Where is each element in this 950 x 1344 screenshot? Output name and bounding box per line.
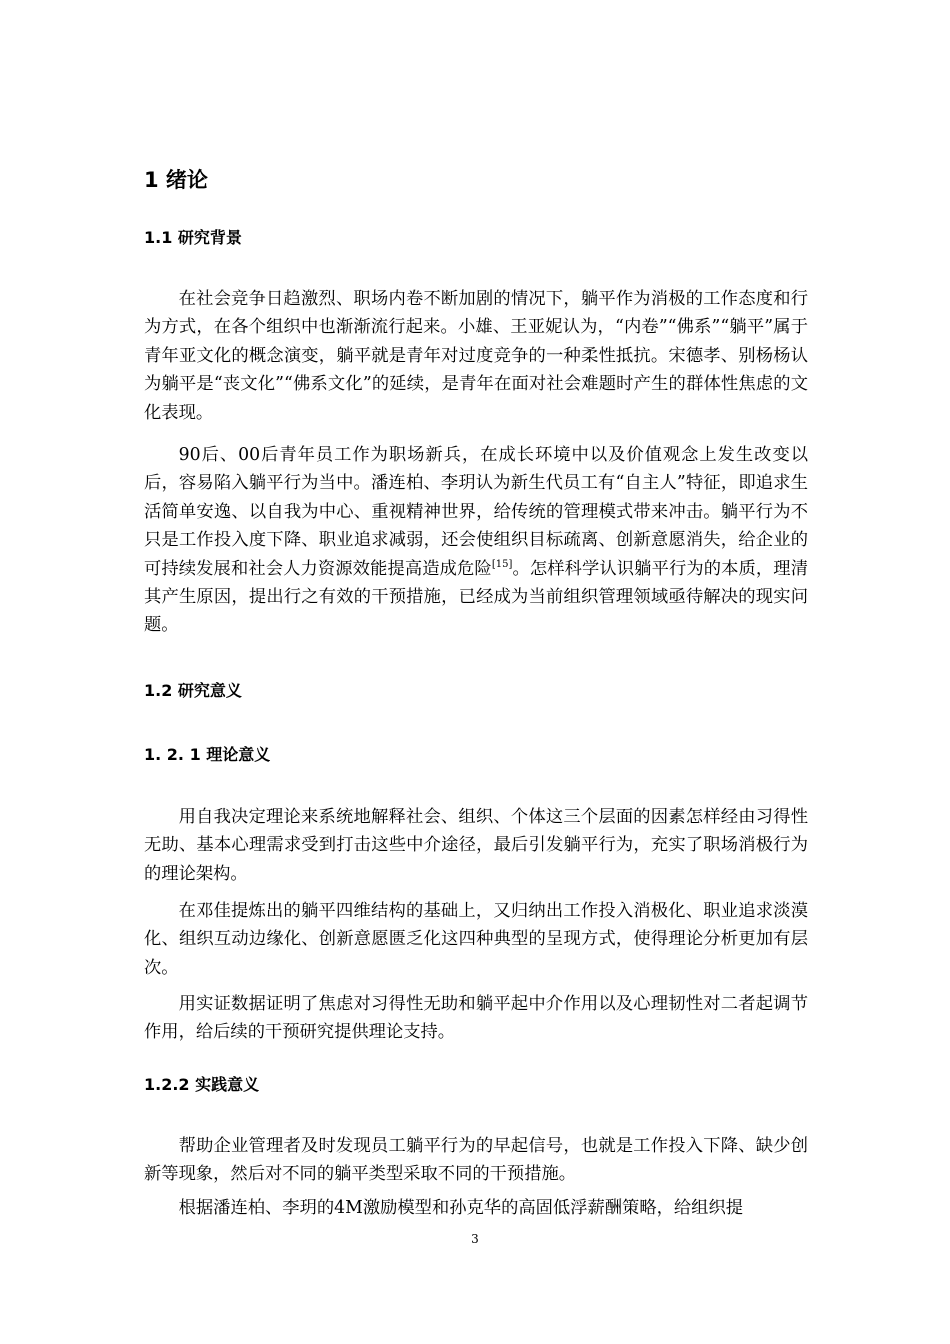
- page-number: 3: [471, 1232, 479, 1246]
- theory-paragraph-1: 用自我决定理论来系统地解释社会、组织、个体这三个层面的因素怎样经由习得性无助、基本心理需求受到打击这些中介途径，最后引发躺平行为，充实了职场消极行为的理论架构。: [144, 807, 808, 884]
- background-paragraph-1: 在社会竞争日趋激烈、职场内卷不断加剧的情况下，躺平作为消极的工作态度和行为方式，在各个组织中也渐渐流行起来。小雄、王亚妮认为，“内卷”“佛系”“躺平”属于青年亚文化的概念演变，躺平就是青年对过度竞争的一种柔性抵抗。宋德孝、别杨杨认为躺平是“丧文化”“佛系文化”的延续，是青年在面对社会难题时产生的群体性焦虑的文化表现。: [144, 289, 808, 423]
- background-paragraph-2-text: 90后、00后青年员工作为职场新兵，在成长环境中以及价值观念上发生改变以后，容易陷入躺平行为当中。潘连柏、李玥认为新生代员工有“自主人”特征，即追求生活简单安逸、以自我为中心、重视精神世界，给传统的管理模式带来冲击。躺平行为不只是工作投入度下降、职业追求减弱，还会使组织目标疏离、创新意愿消失，给企业的可持续发展和社会人力资源效能提高造成危险: [144, 445, 808, 579]
- subsection-heading-theoretical: 1. 2. 1 理论意义: [144, 745, 271, 764]
- practice-paragraph-1: 帮助企业管理者及时发现员工躺平行为的早起信号，也就是工作投入下降、缺少创新等现象，然后对不同的躺平类型采取不同的干预措施。: [144, 1136, 808, 1185]
- background-paragraph-2: [144, 441, 808, 640]
- section-heading-research-significance: 1.2 研究意义: [144, 681, 242, 700]
- chapter-heading: 1 绪论: [144, 168, 208, 192]
- background-paragraph-2-text-cont: 。怎样科学认识躺平行为的本质，理清其产生原因，提出行之有效的干预措施，已经成为当前组织管理领域亟待解决的现实问题。: [144, 558, 808, 636]
- subsection-heading-practical: 1.2.2 实践意义: [144, 1075, 260, 1094]
- theory-paragraph-2: 在邓佳提炼出的躺平四维结构的基础上，又归纳出工作投入消极化、职业追求淡漠化、组织互动边缘化、创新意愿匮乏化这四种典型的呈现方式，使得理论分析更加有层次。: [144, 901, 808, 978]
- section-heading-research-background: 1.1 研究背景: [144, 228, 242, 247]
- citation-ref: [15]: [491, 558, 513, 570]
- practice-paragraph-2: 根据潘连柏、李玥的4M激励模型和孙克华的高固低浮薪酬策略，给组织提: [178, 1198, 744, 1218]
- theory-paragraph-3: 用实证数据证明了焦虑对习得性无助和躺平起中介作用以及心理韧性对二者起调节作用，给后续的干预研究提供理论支持。: [144, 994, 808, 1043]
